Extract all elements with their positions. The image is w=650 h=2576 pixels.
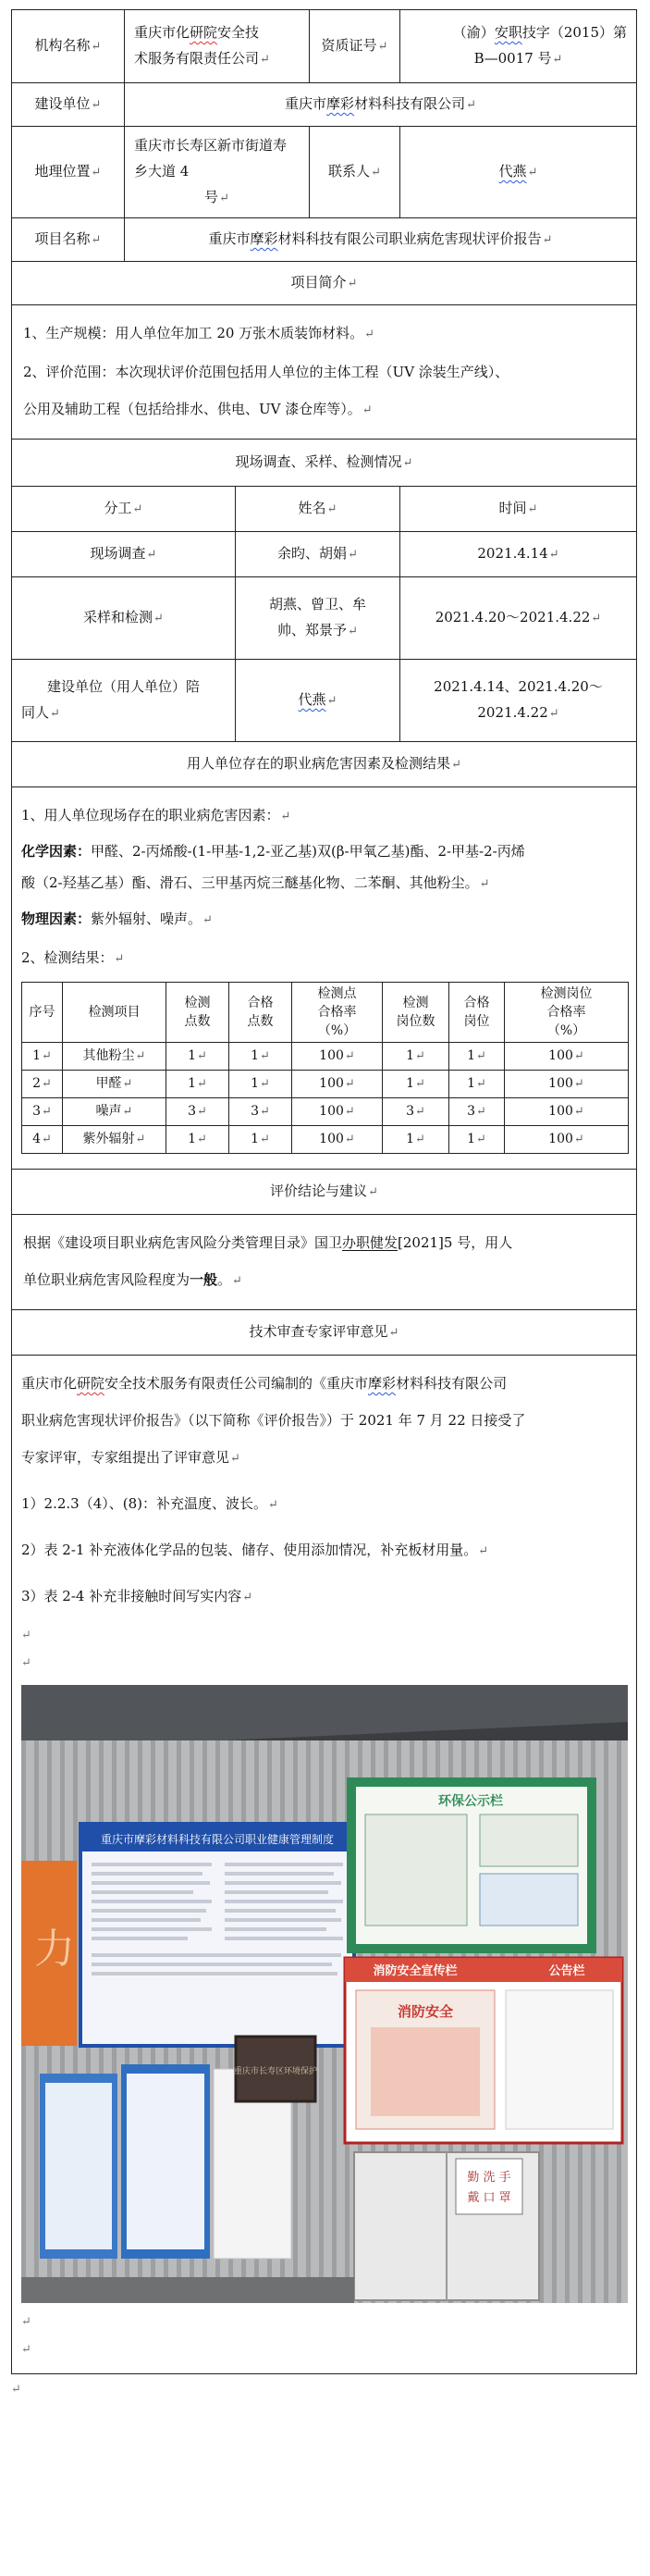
survey-row: 采样和检测↵ 胡燕、曾卫、牟 帅、郑景予↵ 2021.4.20～2021.4.22↵	[12, 577, 637, 660]
results-cell: 1↵	[229, 1071, 292, 1098]
review-body-cell: 重庆市化研院安全技术服务有限责任公司编制的《重庆市摩彩材料科技有限公司 职业病危害现状评价报告》（以下简称《评价报告》）于 2021 年 7 月 22 日接受了 专家评审，专家组提出了评审意见↵ 1）2.2.3（4）、(8)：补充温度、波长。↵ 2）表 2-1 补充液体化学品的包装、储存、使用添加情况，补充板材用量。↵ 3）表 2-4 补充非接触时间写实内容↵ ↵ ↵ 力 重庆市摩彩材料科技有限公司职业健康管理制度 环保公示栏 消防安全宣传栏 公告栏 消防安全 重庆市长寿区环境保护 勤 洗 手 戴 口 罩 ↵ ↵	[12, 1356, 637, 2374]
results-header-cell: 合格 点数	[229, 983, 292, 1043]
results-cell: 1↵	[449, 1126, 505, 1154]
intro-body-cell: 1、生产规模：用人单位年加工 20 万张木质装饰材料。↵ 2、评价范围：本次现状评价范围包括用人单位的主体工程（UV 涂装生产线）、 公用及辅助工程（包括给排水、供电、UV 漆仓库等）。↵	[12, 305, 637, 440]
results-cell: 2↵	[22, 1071, 63, 1098]
results-cell: 1↵	[229, 1043, 292, 1071]
para-mark: ↵	[91, 40, 102, 54]
hazards-heading-row	[12, 742, 637, 787]
results-cell: 1↵	[383, 1043, 449, 1071]
section-heading: 用人单位存在的职业病危害因素及检测结果	[187, 755, 451, 772]
results-cell: 甲醛↵	[63, 1071, 166, 1098]
survey-heading-cell: 现场调查、采样、检测情况↵	[12, 440, 637, 487]
hazards-body-row	[12, 787, 637, 1170]
bulletin-wall-photo	[21, 1685, 628, 2303]
survey-heading-row	[12, 440, 637, 487]
side-banner-text: 力	[34, 1926, 75, 1973]
project-value-cell: 重庆市摩彩材料科技有限公司职业病危害现状评价报告↵	[125, 218, 637, 262]
org-value-cell: 重庆市化研院安全技 术服务有限责任公司↵	[125, 10, 310, 83]
results-row	[22, 1071, 629, 1098]
results-cell: 3↵	[22, 1098, 63, 1126]
results-cell: 1↵	[22, 1043, 63, 1071]
results-cell: 3↵	[229, 1098, 292, 1126]
intro-line: 2、评价范围：本次现状评价范围包括用人单位的主体工程（UV 涂装生产线）、	[23, 364, 509, 380]
survey-row: 建设单位（用人单位）陪 同人↵ 代燕↵ 2021.4.14、2021.4.20～ 2021.4.22↵	[12, 660, 637, 742]
survey-col-task: 分工↵	[12, 487, 236, 532]
conclusion-heading-cell: 评价结论与建议↵	[12, 1170, 637, 1215]
results-cell: 1↵	[449, 1043, 505, 1071]
results-cell: 紫外辐射↵	[63, 1126, 166, 1154]
org-label: 机构名称	[34, 37, 91, 54]
unit-value-cell: 重庆市摩彩材料科技有限公司↵	[125, 83, 637, 127]
results-cell: 100↵	[505, 1071, 629, 1098]
intro-body-row	[12, 305, 637, 440]
location-row	[12, 127, 637, 218]
results-header-cell: 检测点 合格率 （%）	[292, 983, 383, 1043]
contact-label-cell: 联系人↵	[310, 127, 400, 218]
end-mark: ↵	[11, 2383, 21, 2396]
conclusion-body-row	[12, 1215, 637, 1310]
results-cell: 1↵	[166, 1043, 229, 1071]
chem-label: 化学因素：	[21, 843, 92, 860]
risk-level: 一般	[190, 1271, 218, 1288]
results-cell: 噪声↵	[63, 1098, 166, 1126]
review-heading-cell: 技术审查专家评审意见↵	[12, 1310, 637, 1356]
results-cell: 1↵	[166, 1071, 229, 1098]
project-label-cell: 项目名称↵	[12, 218, 125, 262]
results-cell: 1↵	[229, 1126, 292, 1154]
project-label: 项目名称	[34, 230, 91, 247]
cert-value-cell: （渝）安职技字（2015）第 B—0017 号↵	[400, 10, 637, 83]
intro-heading-row	[12, 262, 637, 305]
unit-label-cell: 建设单位↵	[12, 83, 125, 127]
results-cell: 其他粉尘↵	[63, 1043, 166, 1071]
results-row	[22, 1126, 629, 1154]
section-heading: 项目简介	[290, 274, 347, 291]
results-table	[21, 982, 629, 1154]
contact-value: 代燕	[498, 163, 527, 180]
phys-label: 物理因素：	[21, 910, 92, 927]
results-header-cell: 检测 岗位数	[383, 983, 449, 1043]
fire-board-title: 消防安全宣传栏	[373, 1964, 458, 1978]
contact-label: 联系人	[328, 163, 371, 180]
org-label-cell	[12, 10, 125, 83]
survey-header-row	[12, 487, 637, 532]
location-label: 地理位置	[34, 163, 91, 180]
location-label-cell: 地理位置↵	[12, 127, 125, 218]
unit-row	[12, 83, 637, 127]
results-cell: 1↵	[383, 1071, 449, 1098]
results-header-cell: 检测项目	[63, 983, 166, 1043]
results-row	[22, 1043, 629, 1071]
survey-row: 现场调查↵ 余昀、胡娟↵ 2021.4.14↵	[12, 532, 637, 577]
results-cell: 1↵	[166, 1126, 229, 1154]
section-heading: 评价结论与建议	[270, 1183, 368, 1199]
results-cell: 100↵	[292, 1126, 383, 1154]
cert-label-cell: 资质证号↵	[310, 10, 400, 83]
review-body-row	[12, 1356, 637, 2374]
results-header-cell: 检测岗位 合格率 （%）	[505, 983, 629, 1043]
report-table	[11, 9, 637, 2374]
conclusion-heading-row	[12, 1170, 637, 1215]
results-header-row	[22, 983, 629, 1043]
hazards-heading-cell: 用人单位存在的职业病危害因素及检测结果↵	[12, 742, 637, 787]
survey-col-time: 时间↵	[400, 487, 637, 532]
results-cell: 3↵	[383, 1098, 449, 1126]
location-value-cell: 重庆市长寿区新市街道寿乡大道 4 号↵	[125, 127, 310, 218]
org-value: 重庆市化研院安全技	[134, 24, 260, 41]
results-cell: 100↵	[505, 1098, 629, 1126]
site-photo	[21, 1685, 628, 2303]
results-cell: 1↵	[383, 1126, 449, 1154]
unit-label: 建设单位	[34, 95, 91, 112]
results-cell: 100↵	[292, 1098, 383, 1126]
intro-line: 公用及辅助工程（包括给排水、供电、UV 漆仓库等）。	[23, 401, 362, 417]
results-cell: 3↵	[166, 1098, 229, 1126]
board-title: 重庆市摩彩材料科技有限公司职业健康管理制度	[100, 1833, 335, 1846]
cert-label: 资质证号	[321, 37, 377, 54]
plaque-text: 重庆市长寿区环境保护	[233, 2067, 318, 2076]
results-header-cell: 序号	[22, 983, 63, 1043]
results-cell: 3↵	[449, 1098, 505, 1126]
document	[11, 9, 636, 2404]
section-heading: 现场调查、采样、检测情况	[235, 453, 402, 470]
results-header-cell: 合格 岗位	[449, 983, 505, 1043]
org-row	[12, 10, 637, 83]
hazards-body-cell: 1、用人单位现场存在的职业病危害因素：↵ 化学因素：甲醛、2-丙烯酸-(1-甲基-1,2-亚乙基)双(β-甲氧乙基)酯、2-甲基-2-丙烯 酸（2-羟基乙基）酯、滑石、三甲基丙烷三醚基化物、二苯酮、其他粉尘。↵ 物理因素：紫外辐射、噪声。↵ 2、检测结果：↵ 序号 检测项目 检测 点数 合格 点数 检测点 合格率 （%） 检测 岗位数 合格 岗位 检测岗位 合格率 （%） 1↵ 其他粉尘↵ 1↵ 1↵ 100↵ 1↵ 1↵ 100↵ 2↵ 甲醛↵ 1↵ 1↵ 100↵ 1↵ 1↵ 100↵ 3↵ 噪声↵ 3↵ 3↵ 100↵ 3↵ 3↵ 100↵ 4↵ 紫外辐射↵ 1↵ 1↵ 100↵ 1↵ 1↵ 100↵	[12, 787, 637, 1170]
fire-poster-title: 消防安全	[397, 2003, 454, 2020]
box-sign-line: 勤 洗 手	[467, 2171, 511, 2185]
conclusion-body-cell: 根据《建设项目职业病危害风险分类管理目录》国卫办职健发[2021]5 号，用人 单位职业病危害风险程度为一般。↵	[12, 1215, 637, 1310]
intro-heading-cell: 项目简介↵	[12, 262, 637, 305]
results-row	[22, 1098, 629, 1126]
results-cell: 100↵	[505, 1126, 629, 1154]
results-cell: 1↵	[449, 1071, 505, 1098]
box-sign-line: 戴 口 罩	[467, 2191, 511, 2205]
cert-value: （渝）安职技字（2015）第	[452, 24, 628, 41]
section-heading: 技术审查专家评审意见	[249, 1323, 388, 1340]
results-header-cell: 检测 点数	[166, 983, 229, 1043]
env-board-title: 环保公示栏	[438, 1794, 503, 1809]
survey-col-name: 姓名↵	[236, 487, 400, 532]
results-cell: 100↵	[292, 1071, 383, 1098]
results-cell: 100↵	[505, 1043, 629, 1071]
notice-board-title: 公告栏	[548, 1964, 585, 1978]
results-cell: 100↵	[292, 1043, 383, 1071]
results-cell: 4↵	[22, 1126, 63, 1154]
intro-line: 1、生产规模：用人单位年加工 20 万张木质装饰材料。	[23, 325, 364, 341]
location-value: 重庆市长寿区新市街道寿乡大道 4	[134, 137, 288, 180]
project-row	[12, 218, 637, 262]
review-heading-row	[12, 1310, 637, 1356]
contact-value-cell: 代燕↵	[400, 127, 637, 218]
